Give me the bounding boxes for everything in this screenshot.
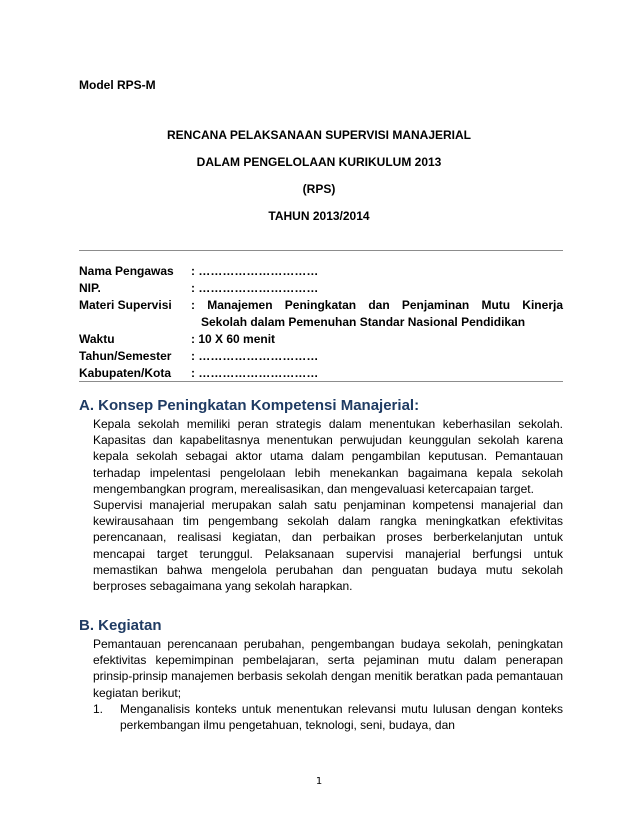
info-value: : ………………………… (191, 281, 319, 295)
list-item-number: 1. (93, 702, 104, 716)
info-label: NIP. (79, 281, 101, 295)
document-title-line-4: TAHUN 2013/2014 (268, 209, 370, 223)
section-a-paragraph-1 (93, 416, 563, 497)
section-a-heading: A. Konsep Peningkatan Kompetensi Manajerial: (79, 397, 420, 414)
info-row-tahun-semester (79, 348, 563, 365)
paragraph-text: Pemantauan perencanaan perubahan, pengembangan budaya sekolah, peningkatan efektivitas kepemimpinan pembelajaran, serta pejaminan mutu dalam penerapan prinsip-prinsip manajemen berbasis sekolah dengan menitik beratkan pada pemantauan kegiatan berikut; (93, 637, 563, 700)
document-title-line-3: (RPS) (302, 182, 336, 196)
list-item-text: Menganalisis konteks untuk menentukan relevansi mutu lulusan dengan konteks perkembangan ilmu pengetahuan, teknologi, seni, budaya, dan (120, 702, 563, 733)
info-value: : ………………………… (191, 366, 319, 380)
paragraph-text: Supervisi manajerial merupakan salah satu penjaminan kompetensi manajerial dan kewirausahaan tim pengembang sekolah dalam rangka meningkatkan efektivitas perencanaan, realisasi kegiatan, dan perbaikan proses berberkelanjutan untuk mencapai target terunggul. Pelaksanaan supervisi manajerial berfungsi untuk memastikan bahwa mengelola perubahan dan penguatan budaya mutu sekolah berproses sebagaimana yang sekolah harapkan. (93, 498, 563, 594)
info-row-nama-pengawas (79, 263, 563, 280)
info-value: : ………………………… (191, 349, 319, 363)
info-row-materi-supervisi (79, 297, 563, 314)
info-row-kabupaten-kota (79, 365, 563, 382)
info-label: Nama Pengawas (79, 264, 174, 278)
info-label: Kabupaten/Kota (79, 366, 172, 380)
info-row-materi-supervisi-cont (79, 314, 563, 331)
list-item (93, 701, 563, 733)
section-a-paragraph-2 (93, 497, 563, 594)
page-number: 1 (315, 776, 323, 787)
document-title-line-2: DALAM PENGELOLAAN KURIKULUM 2013 (196, 155, 442, 169)
model-label: Model RPS-M (79, 78, 156, 92)
info-value: : ………………………… (191, 264, 319, 278)
document-title-line-1: RENCANA PELAKSANAAN SUPERVISI MANAJERIAL (166, 128, 472, 142)
info-value-continued: Sekolah dalam Pemenuhan Standar Nasional Pendidikan (201, 315, 526, 329)
info-label: Waktu (79, 332, 115, 346)
top-divider (79, 250, 563, 251)
section-b-heading: B. Kegiatan (79, 617, 162, 634)
info-value: : 10 X 60 menit (191, 332, 276, 346)
info-divider (79, 381, 563, 382)
info-value: : Manajemen Peningkatan dan Penjaminan Mutu Kinerja (191, 298, 563, 312)
info-label: Tahun/Semester (79, 349, 172, 363)
paragraph-text: Kepala sekolah memiliki peran strategis dalam menentukan keberhasilan sekolah. Kapasitas dan kapabelitasnya menentukan perwujudan keunggulan sekolah karena kepala sekolah sebagai aktor utama dalam pengambilan keputusan. Pemantauan terhadap impelentasi pengelolaan lebih menekankan bagaimana kepala sekolah mengembangkan program, merealisasikan, dan mengevaluasi ketercapaian target. (93, 417, 563, 496)
info-row-waktu (79, 331, 563, 348)
section-b-paragraph (93, 636, 563, 701)
info-block (79, 263, 563, 382)
info-row-nip (79, 280, 563, 297)
info-label: Materi Supervisi (79, 298, 172, 312)
